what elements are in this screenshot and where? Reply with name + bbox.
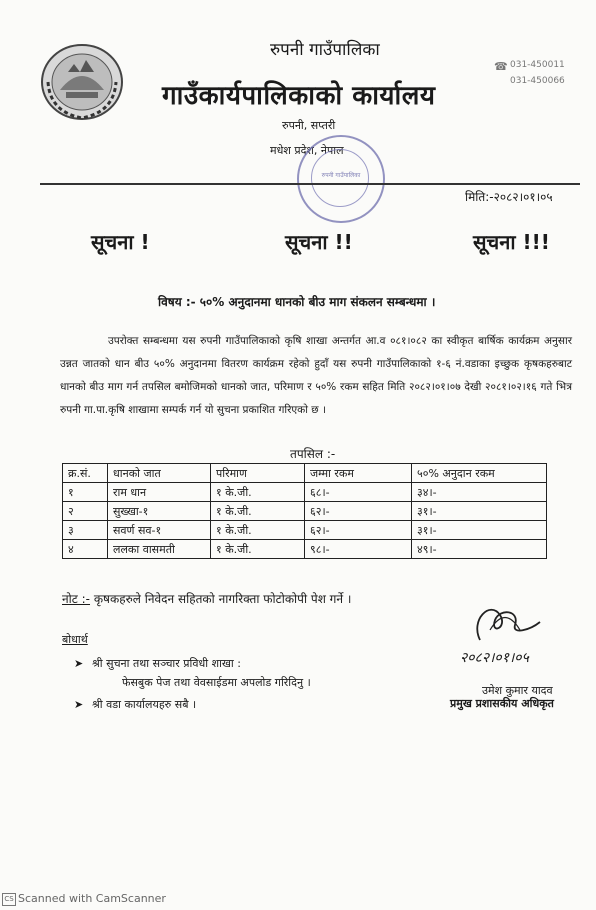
signatory-designation: प्रमुख प्रशासकीय अधिकृत bbox=[450, 697, 554, 710]
table-row bbox=[63, 521, 547, 540]
municipality-name: रुपनी गाउँपालिका bbox=[270, 40, 380, 60]
col-quantity: परिमाण bbox=[211, 464, 305, 483]
note-line bbox=[62, 590, 351, 607]
cell-sn: ३ bbox=[63, 521, 108, 540]
table-row bbox=[63, 540, 547, 559]
notice-heading-1: सूचना ! bbox=[91, 230, 150, 254]
cell-variety: राम धान bbox=[108, 483, 211, 502]
seed-table bbox=[62, 463, 547, 559]
municipality-logo bbox=[40, 42, 124, 122]
address-line-1: रुपनी, सप्तरी bbox=[282, 119, 336, 132]
phone-icon: ☎ bbox=[494, 60, 508, 73]
cell-total: ९८।- bbox=[305, 540, 412, 559]
cell-variety: ललका वासमती bbox=[108, 540, 211, 559]
col-total: जम्मा रकम bbox=[305, 464, 412, 483]
col-variety: धानको जात bbox=[108, 464, 211, 483]
cell-total: ६८।- bbox=[305, 483, 412, 502]
note-label: नोट :- bbox=[62, 592, 91, 606]
recipient-1-line2: फेसबुक पेज तथा वेवसाईडमा अपलोड गरिदिनु । bbox=[122, 676, 311, 689]
arrow-icon: ➤ bbox=[74, 698, 84, 711]
signature-date: २०८२।०१।०५ bbox=[460, 650, 529, 666]
recipient-2-line1: श्री वडा कार्यालयहरु सबै । bbox=[92, 698, 197, 711]
office-stamp bbox=[297, 135, 385, 223]
scanner-watermark bbox=[2, 892, 166, 906]
subject-line: विषय :- ५०% अनुदानमा धानको बीउ माग संकलन सम्बन्धमा । bbox=[158, 295, 436, 309]
cell-total: ६२।- bbox=[305, 521, 412, 540]
table-header-row bbox=[63, 464, 547, 483]
details-label: तपसिल :- bbox=[290, 447, 336, 461]
scanner-text: Scanned with CamScanner bbox=[18, 892, 166, 905]
address-line-2: मधेश प्रदेश, नेपाल bbox=[270, 144, 344, 157]
office-title: गाउँकार्यपालिकाको कार्यालय bbox=[162, 81, 436, 111]
cell-sn: १ bbox=[63, 483, 108, 502]
cell-quantity: १ के.जी. bbox=[211, 521, 305, 540]
cell-quantity: १ के.जी. bbox=[211, 483, 305, 502]
recipient-1 bbox=[74, 656, 241, 671]
signatory-name: उमेश कुमार यादव bbox=[482, 684, 553, 697]
note-text: कृषकहरुले निवेदन सहितको नागरिक्ता फोटोकोपी पेश गर्ने । bbox=[93, 592, 352, 606]
recipient-2 bbox=[74, 697, 196, 712]
cell-variety: सवर्ण सव-१ bbox=[108, 521, 211, 540]
table-row bbox=[63, 483, 547, 502]
stamp-text: रुपनी गाउँपालिका bbox=[321, 172, 361, 179]
cell-subsidy: ४९।- bbox=[412, 540, 547, 559]
camscanner-icon: CS bbox=[2, 893, 16, 906]
table-row bbox=[63, 502, 547, 521]
body-paragraph: उपरोक्त सम्बन्धमा यस रुपनी गाउँपालिकाको कृषि शाखा अन्तर्गत आ.व ०८१।०८२ का स्वीकृत बार्षिक कार्यक्रम अनुसार उन्नत जातको धान बीउ ५०% अनुदानमा वितरण कार्यक्रम रहेको हुदाँ यस रुपनी गाउँपालिकाको १-६ नं.वडाका इच्छुक कृषकहरुबाट धानको बीउ माग गर्न तपसिल बमोजिमको धानको जात, परिमाण र ५०% रकम सहित मिति २०८२।०१।०७ देखी २०८१।०२।१६ गते भित्र रुपनी गा.पा.कृषि शाखामा सम्पर्क गर्न यो सुचना प्रकाशित गरिएको छ । bbox=[60, 335, 572, 416]
document-date: मिति:-२०८२।०१।०५ bbox=[465, 190, 553, 204]
cell-sn: २ bbox=[63, 502, 108, 521]
signature-scribble bbox=[460, 600, 570, 650]
phone-number-1: 031-450011 bbox=[510, 60, 565, 70]
recipient-1-line1: श्री सुचना तथा सञ्चार प्रविधी शाखा : bbox=[92, 657, 241, 670]
cell-variety: सुख्खा-१ bbox=[108, 502, 211, 521]
cell-subsidy: ३१।- bbox=[412, 521, 547, 540]
cell-subsidy: ३१।- bbox=[412, 502, 547, 521]
cell-quantity: १ के.जी. bbox=[211, 540, 305, 559]
phone-block bbox=[494, 60, 565, 86]
cell-subsidy: ३४।- bbox=[412, 483, 547, 502]
cell-total: ६२।- bbox=[305, 502, 412, 521]
notice-heading-2: सूचना !! bbox=[285, 230, 353, 254]
notice-heading-3: सूचना !!! bbox=[473, 230, 550, 254]
cell-sn: ४ bbox=[63, 540, 108, 559]
col-sn: क्र.सं. bbox=[63, 464, 108, 483]
cc-label: बोधार्थ bbox=[62, 633, 88, 646]
arrow-icon: ➤ bbox=[74, 657, 84, 670]
cell-quantity: १ के.जी. bbox=[211, 502, 305, 521]
col-subsidy: ५०% अनुदान रकम bbox=[412, 464, 547, 483]
phone-number-2: 031-450066 bbox=[510, 76, 565, 86]
header-divider bbox=[40, 183, 580, 185]
